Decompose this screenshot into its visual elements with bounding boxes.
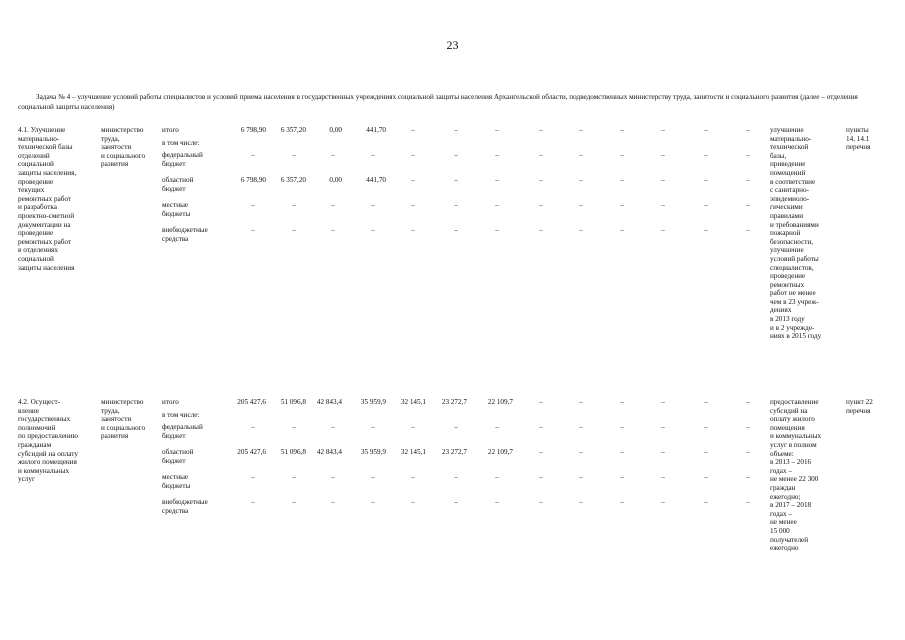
amount-cell: – [371, 473, 375, 481]
funding-source-line: средства [162, 506, 189, 515]
result-line: помещений [770, 168, 806, 177]
amount-cell: – [495, 176, 499, 184]
activity-line: ремонтных работ [18, 237, 72, 246]
amount-cell: 51 096,8 [280, 448, 306, 456]
amount-cell: – [495, 498, 499, 506]
reference-line: пункты [846, 126, 869, 134]
amount-cell: – [539, 398, 543, 406]
result-line: ниях в 2015 году [770, 332, 822, 341]
amount-cell: – [620, 473, 624, 481]
amount-cell: 6 357,20 [280, 126, 306, 134]
amount-cell: – [579, 448, 583, 456]
executor-line: труда, [101, 406, 120, 415]
result-line: гическими [770, 203, 803, 212]
amount-cell: – [371, 498, 375, 506]
amount-cell: – [251, 226, 255, 234]
amount-cell: – [251, 498, 255, 506]
amount-cell: – [746, 201, 750, 209]
amount-cell: – [620, 398, 624, 406]
reference-cell [846, 126, 896, 152]
amount-cell: – [292, 498, 296, 506]
amount-cell: – [579, 126, 583, 134]
activity-line: социальной [18, 160, 54, 169]
reference-line: перечня [846, 143, 871, 152]
result-line: предоставление [770, 398, 819, 406]
task-heading: Задача № 4 – улучшение условий работы специалистов и условий приема населения в государственных учреждениях социальной защиты населения Архангельской области, подведомственных министерству труда, занятости и социального развития (далее – отделения социальной защиты населения) [18, 93, 858, 111]
amount-cell: – [539, 151, 543, 159]
result-line: улучшение [770, 246, 804, 255]
amount-cell: – [411, 423, 415, 431]
result-line: ремонтных [770, 280, 805, 289]
amount-cell: – [661, 448, 665, 456]
amount-cell: – [331, 151, 335, 159]
funding-source-line: бюджет [162, 184, 186, 193]
amount-cell: 6 798,90 [240, 126, 266, 134]
amount-cell: – [746, 126, 750, 134]
result-line: в соответствие [770, 177, 816, 186]
result-line: ежегодно [770, 544, 799, 553]
amount-cell: – [331, 498, 335, 506]
amount-cell: – [620, 126, 624, 134]
funding-source-label [162, 201, 232, 218]
funding-source-line: итого [162, 126, 179, 134]
amount-cell: – [411, 126, 415, 134]
amount-cell: – [292, 151, 296, 159]
result-line: получателей [770, 535, 809, 544]
amount-cell: 6 798,90 [240, 176, 266, 184]
funding-source-line: в том числе: [162, 411, 200, 419]
amount-cell: 22 109,7 [487, 448, 513, 456]
amount-cell: – [579, 498, 583, 506]
activity-line: субсидий на оплату [18, 449, 78, 458]
result-line: материально- [770, 134, 812, 143]
amount-cell: – [495, 126, 499, 134]
result-line: чем в 23 учреж- [770, 297, 819, 306]
activity-line: ремонтных работ [18, 194, 72, 203]
amount-cell: – [292, 473, 296, 481]
amount-cell: – [661, 176, 665, 184]
amount-cell: – [251, 151, 255, 159]
amount-cell: – [746, 398, 750, 406]
amount-cell: – [579, 398, 583, 406]
reference-line: 14, 14.1 [846, 134, 870, 143]
amount-cell: 22 109,7 [487, 398, 513, 406]
funding-source-line: бюджеты [162, 481, 191, 490]
result-line: улучшение [770, 126, 804, 134]
amount-cell: – [620, 176, 624, 184]
amount-cell: – [661, 498, 665, 506]
funding-source-label [162, 411, 232, 420]
activity-line: 4.1. Улучшение [18, 126, 66, 134]
activity-line: по предоставлению [18, 432, 78, 441]
result-line: пожарной [770, 229, 801, 238]
amount-cell: – [454, 226, 458, 234]
funding-source-line: федеральный [162, 151, 203, 159]
amount-cell: 6 357,20 [280, 176, 306, 184]
funding-source-line: местные [162, 201, 189, 209]
amount-cell: – [539, 498, 543, 506]
amount-cell: – [454, 126, 458, 134]
amount-cell: – [579, 176, 583, 184]
amount-cell: – [411, 176, 415, 184]
result-line: 15 000 [770, 526, 790, 535]
amount-cell: – [704, 226, 708, 234]
amount-cell: – [411, 473, 415, 481]
activity-line: защиты населения [18, 263, 75, 272]
funding-source-label [162, 423, 232, 440]
amount-cell: – [371, 201, 375, 209]
amount-cell: – [746, 498, 750, 506]
amount-cell: – [292, 201, 296, 209]
amount-cell: – [704, 176, 708, 184]
activity-line: документации на [18, 220, 71, 229]
result-line: годах – [770, 466, 792, 475]
amount-cell: – [411, 201, 415, 209]
amount-cell: 0,00 [329, 126, 342, 134]
executor-line: занятости [101, 143, 132, 152]
result-line: приведение [770, 160, 806, 169]
amount-cell: – [539, 448, 543, 456]
funding-source-label [162, 498, 232, 515]
activity-line: проведение [18, 177, 54, 186]
amount-cell: – [495, 423, 499, 431]
amount-cell: 441,70 [366, 176, 386, 184]
amount-cell: – [539, 126, 543, 134]
activity-line: и разработка [18, 203, 57, 212]
amount-cell: 0,00 [329, 176, 342, 184]
activity-line: и коммунальных [18, 466, 70, 475]
amount-cell: – [454, 176, 458, 184]
amount-cell: – [661, 398, 665, 406]
amount-cell: – [454, 201, 458, 209]
amount-cell: – [371, 226, 375, 234]
result-line: базы, [770, 151, 787, 160]
funding-source-line: внебюджетные [162, 498, 208, 506]
activity-line: материально- [18, 134, 60, 143]
amount-cell: – [495, 151, 499, 159]
amount-cell: – [661, 201, 665, 209]
result-line: не менее [770, 518, 797, 527]
amount-cell: – [539, 473, 543, 481]
amount-cell: – [579, 151, 583, 159]
amount-cell: – [620, 498, 624, 506]
result-line: с санитарно- [770, 186, 809, 195]
amount-cell: – [746, 448, 750, 456]
activity-line: отделений [18, 151, 50, 160]
result-line: субсидий на [770, 406, 808, 415]
amount-cell: – [454, 423, 458, 431]
amount-cell: 441,70 [366, 126, 386, 134]
activity-line: жилого помещения [18, 458, 77, 467]
amount-cell: – [704, 498, 708, 506]
activity-line: проведение [18, 229, 54, 238]
funding-source-line: бюджет [162, 431, 186, 440]
amount-cell: – [579, 423, 583, 431]
result-line: ежегодно; [770, 492, 801, 501]
activity-cell [18, 398, 100, 484]
amount-cell: – [661, 473, 665, 481]
activity-cell [18, 126, 100, 272]
amount-cell: – [620, 226, 624, 234]
funding-source-line: итого [162, 398, 179, 406]
amount-cell: – [539, 201, 543, 209]
amount-cell: 35 959,9 [360, 398, 386, 406]
amount-cell: – [371, 423, 375, 431]
amount-cell: – [495, 201, 499, 209]
amount-cell: – [292, 226, 296, 234]
amount-cell: 32 145,1 [400, 448, 426, 456]
result-line: технической [770, 143, 809, 152]
amount-cell: 205 427,6 [237, 398, 266, 406]
amount-cell: 23 272,7 [441, 398, 467, 406]
amount-cell: – [331, 201, 335, 209]
amount-cell: – [704, 126, 708, 134]
activity-line: полномочий [18, 423, 56, 432]
amount-cell: – [746, 473, 750, 481]
result-line: услуг в полном [770, 440, 817, 449]
amount-cell: – [661, 423, 665, 431]
result-line: и коммунальных [770, 432, 822, 441]
result-line: условий работы [770, 254, 819, 263]
activity-line: социальной [18, 254, 54, 263]
amount-cell: – [371, 151, 375, 159]
result-line: правилами [770, 211, 804, 220]
amount-cell: – [495, 473, 499, 481]
amount-cell: – [704, 398, 708, 406]
result-line: помещения [770, 423, 805, 432]
funding-source-line: областной [162, 448, 194, 456]
funding-source-line: бюджет [162, 456, 186, 465]
amount-cell: – [704, 151, 708, 159]
result-line: граждан [770, 483, 796, 492]
result-line: безопасности, [770, 237, 814, 246]
amount-cell: – [579, 473, 583, 481]
amount-cell: – [661, 126, 665, 134]
amount-cell: – [454, 151, 458, 159]
executor-line: труда, [101, 134, 120, 143]
funding-source-label [162, 139, 232, 148]
amount-cell: – [661, 151, 665, 159]
executor-line: занятости [101, 415, 132, 424]
result-line: эпидемиоло- [770, 194, 810, 203]
amount-cell: 205 427,6 [237, 448, 266, 456]
funding-source-line: бюджет [162, 159, 186, 168]
amount-cell: – [579, 201, 583, 209]
funding-source-line: федеральный [162, 423, 203, 431]
amount-cell: – [251, 201, 255, 209]
funding-source-line: местные [162, 473, 189, 481]
activity-line: текущих [18, 186, 45, 195]
reference-line: перечня [846, 406, 871, 415]
executor-line: министерство [101, 126, 144, 134]
amount-cell: – [454, 498, 458, 506]
result-line: в 2013 году [770, 315, 805, 324]
reference-line: пункт 22 [846, 398, 873, 406]
result-line: дениях [770, 306, 792, 315]
activity-line: гражданам [18, 440, 52, 449]
amount-cell: – [579, 226, 583, 234]
amount-cell: – [620, 201, 624, 209]
executor-line: и социального [101, 423, 146, 432]
amount-cell: – [661, 226, 665, 234]
funding-source-line: средства [162, 234, 189, 243]
activity-line: вление [18, 406, 39, 415]
amount-cell: – [539, 423, 543, 431]
amount-cell: – [251, 423, 255, 431]
result-line: оплату жилого [770, 415, 815, 424]
executor-cell [101, 398, 161, 441]
amount-cell: – [411, 498, 415, 506]
amount-cell: 51 096,8 [280, 398, 306, 406]
amount-cell: 42 843,4 [316, 448, 342, 456]
amount-cell: – [746, 226, 750, 234]
result-line: проведение [770, 272, 806, 281]
amount-cell: – [539, 176, 543, 184]
amount-cell: – [746, 151, 750, 159]
page-number: 23 [446, 38, 459, 52]
executor-cell [101, 126, 161, 169]
amount-cell: – [620, 448, 624, 456]
amount-cell: – [292, 423, 296, 431]
executor-line: развития [101, 432, 129, 441]
amount-cell: – [620, 151, 624, 159]
result-line: работ не менее [770, 289, 816, 298]
result-line: объеме: [770, 449, 794, 458]
amount-cell: 32 145,1 [400, 398, 426, 406]
result-cell [770, 398, 842, 553]
funding-source-line: бюджеты [162, 209, 191, 218]
amount-cell: – [454, 473, 458, 481]
executor-line: министерство [101, 398, 144, 406]
executor-line: и социального [101, 151, 146, 160]
amount-cell: – [746, 423, 750, 431]
amount-cell: 23 272,7 [441, 448, 467, 456]
amount-cell: – [251, 473, 255, 481]
funding-source-line: внебюджетные [162, 226, 208, 234]
amount-cell: – [704, 448, 708, 456]
activity-line: услуг [18, 475, 35, 484]
activity-line: проектно-сметной [18, 211, 75, 220]
funding-source-line: областной [162, 176, 194, 184]
amount-cell: – [411, 151, 415, 159]
result-line: специалистов, [770, 263, 814, 272]
amount-cell: – [746, 176, 750, 184]
result-cell [770, 126, 842, 341]
result-line: в 2017 – 2018 [770, 501, 812, 510]
amount-cell: – [620, 423, 624, 431]
activity-line: государственных [18, 415, 71, 424]
executor-line: развития [101, 160, 129, 169]
result-line: и требованиями [770, 220, 819, 229]
funding-source-label [162, 151, 232, 168]
amount-cell: – [331, 423, 335, 431]
funding-source-label [162, 473, 232, 490]
amount-cell: – [704, 201, 708, 209]
amount-cell: – [704, 423, 708, 431]
amount-cell: 35 959,9 [360, 448, 386, 456]
activity-line: 4.2. Осущест- [18, 398, 61, 406]
activity-line: в отделениях [18, 246, 58, 255]
result-line: и в 2 учрежде- [770, 323, 815, 332]
amount-cell: – [495, 226, 499, 234]
activity-line: защиты населения, [18, 168, 77, 177]
result-line: не менее 22 300 [770, 475, 819, 484]
amount-cell: 42 843,4 [316, 398, 342, 406]
reference-cell [846, 398, 896, 415]
funding-source-label [162, 226, 232, 243]
amount-cell: – [539, 226, 543, 234]
result-line: годах – [770, 509, 792, 518]
funding-source-line: в том числе: [162, 139, 200, 147]
amount-cell: – [331, 473, 335, 481]
amount-cell: – [704, 473, 708, 481]
activity-line: технической базы [18, 143, 73, 152]
amount-cell: – [411, 226, 415, 234]
amount-cell: – [331, 226, 335, 234]
result-line: в 2013 – 2016 [770, 458, 812, 467]
